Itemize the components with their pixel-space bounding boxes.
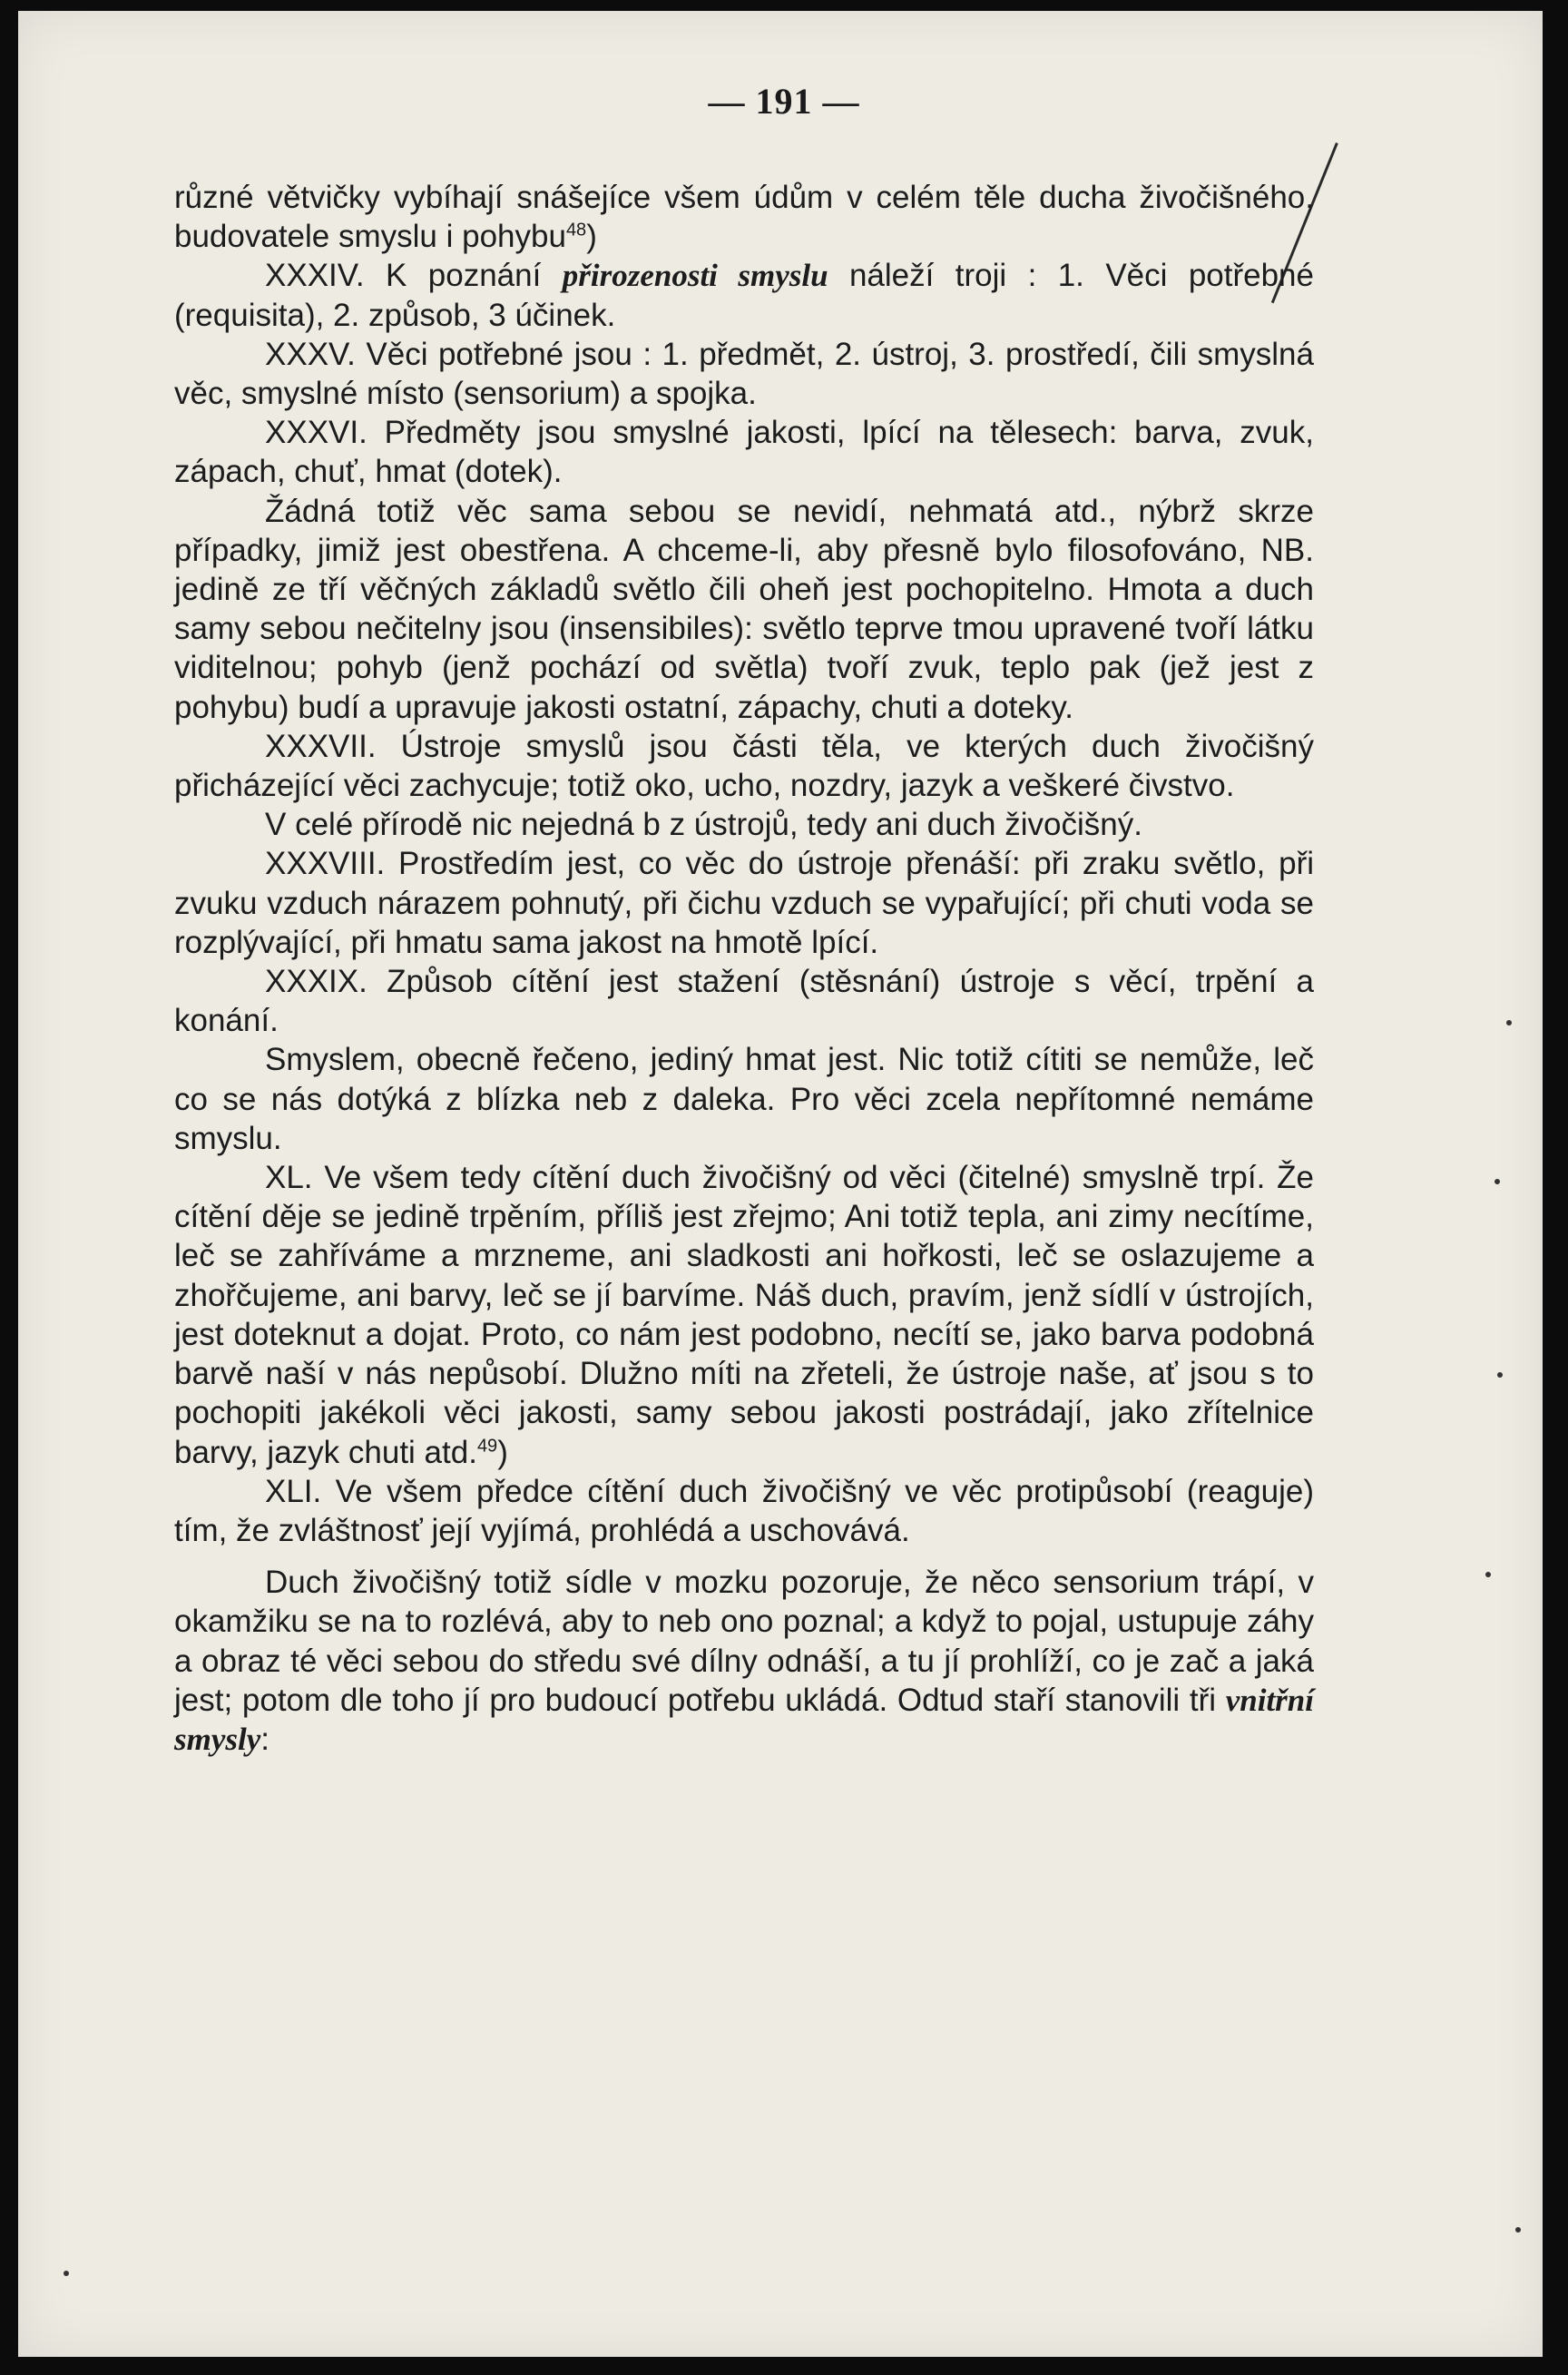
paragraph: [174, 962, 1314, 1040]
edge-speck: [1515, 2227, 1521, 2233]
text-run: XLI. Ve všem předce cítění duch živočišný ve věc protipůsobí (reaguje) tím, že zvláštnosť její vyjímá, prohlédá a uschovává.: [174, 1473, 1314, 1548]
text-run: XXXIV. K poznání: [265, 258, 563, 294]
text-run: XXXVI. Předměty jsou smyslné jakosti, lpící na tělesech: barva, zvuk, zápach, chuť, hmat (dotek).: [174, 415, 1314, 490]
footnote-ref: 48: [565, 220, 587, 240]
text-run: Žádná totiž věc sama sebou se nevidí, nehmatá atd., nýbrž skrze případky, jimiž jest obestřena. A chceme-li, aby přesně bylo filosofováno, NB. jedině ze tří věčných základů světlo čili oheň jest pochopitelno. Hmota a duch samy sebou nečitelny jsou (insensibiles): světlo teprve tmou upravené tvoří látku viditelnou; pohyb (jenž pochází od světla) tvoří zvuk, teplo pak (jež jest z pohybu) budí a upravuje jakosti ostatní, zápachy, chuti a doteky.: [174, 493, 1314, 725]
text-run: XXXVIII. Prostředím jest, co věc do ústroje přenáší: při zraku světlo, při zvuku vzduch nárazem pohnutý, při čichu vzduch se vypařující; při chuti voda se rozplývající, při hmatu sama jakost na hmotě lpící.: [174, 846, 1314, 960]
text-run: různé větvičky vybíhají snášejíce všem údům v celém těle ducha živočišného, budovatele smyslu i pohybu: [174, 180, 1314, 255]
paragraph: [174, 1158, 1314, 1472]
paragraph: [174, 727, 1314, 805]
edge-speck: [64, 2271, 69, 2276]
text-run: Duch živočišný totiž sídle v mozku pozoruje, že něco sensorium trápí, v okamžiku se na to rozlévá, aby to neb ono poznal; a když to pojal, ustupuje záhy a obraz té věci sebou do středu své dílny odnáší, a tu jí prohlíží, co je zač a jaká jest; potom dle toho jí pro budoucí potřebu ukládá. Odtud staří stanovili tři: [174, 1565, 1314, 1718]
text-run: XL. Ve všem tedy cítění duch živočišný od věci (čitelné) smyslně trpí. Že cítění děje se jedině trpěním, příliš jest zřejmo; Ani totiž tepla, ani zimy necítíme, leč se zahříváme a mrzneme, ani sladkosti ani hořkosti, leč se oslazujeme a zhořčujeme, ani barvy, leč se jí barvíme. Náš duch, pravím, jenž sídlí v ústrojích, jest doteknut a dojat. Proto, co nám jest podobno, necítí se, jako barva podobná barvě naší v nás nepůsobí. Dlužno míti na zřeteli, že ústroje naše, ať jsou s to pochopiti jakékoli věci jakosti, samy sebou jakosti postrádají, jako zřítelnice barvy, jazyk chuti atd.: [174, 1160, 1314, 1470]
paragraph: [174, 1472, 1314, 1550]
body-text: [174, 178, 1314, 1759]
paragraph: [174, 256, 1314, 334]
paragraph: [174, 844, 1314, 962]
text-run: Smyslem, obecně řečeno, jediný hmat jest. Nic totiž cítiti se nemůže, leč co se nás dotýká z blízka neb z daleka. Pro věci zcela nepřítomné nemáme smyslu.: [174, 1042, 1314, 1156]
edge-speck: [1506, 1020, 1512, 1026]
edge-speck: [1497, 1372, 1503, 1378]
text-run: ): [497, 1434, 508, 1470]
emphasized-term: přirozenosti smyslu: [562, 258, 828, 294]
text-run: V celé přírodě nic nejedná b z ústrojů, tedy ani duch živočišný.: [265, 807, 1142, 843]
paragraph: [174, 335, 1314, 413]
text-run: XXXV. Věci potřebné jsou : 1. předmět, 2. ústroj, 3. prostředí, čili smyslná věc, smyslné místo (sensorium) a spojka.: [174, 336, 1314, 412]
paragraph: [174, 413, 1314, 491]
paragraph: [174, 1040, 1314, 1158]
text-run: ): [586, 219, 597, 255]
text-run: XXXVII. Ústroje smyslů jsou části těla, ve kterých duch živočišný přicházející věci zachycuje; totiž oko, ucho, nozdry, jazyk a veškeré čivstvo.: [174, 728, 1314, 804]
text-run: XXXIX. Způsob cítění jest stažení (stěsnání) ústroje s věcí, trpění a konání.: [174, 964, 1314, 1039]
page-number: — 191 —: [708, 81, 860, 122]
edge-speck: [1494, 1179, 1500, 1184]
footnote-ref: 49: [476, 1435, 498, 1456]
paragraph: [174, 178, 1314, 256]
text-run: náleží troji : 1. Věci potřebné (requisita), 2. způsob, 3 účinek.: [174, 258, 1314, 333]
text-run: :: [260, 1721, 270, 1757]
paragraph: [174, 805, 1314, 844]
paragraph: [174, 492, 1314, 727]
paragraph: [174, 1563, 1314, 1759]
edge-speck: [1485, 1572, 1491, 1577]
emphasized-term: vnitřní smysly: [174, 1682, 1314, 1757]
